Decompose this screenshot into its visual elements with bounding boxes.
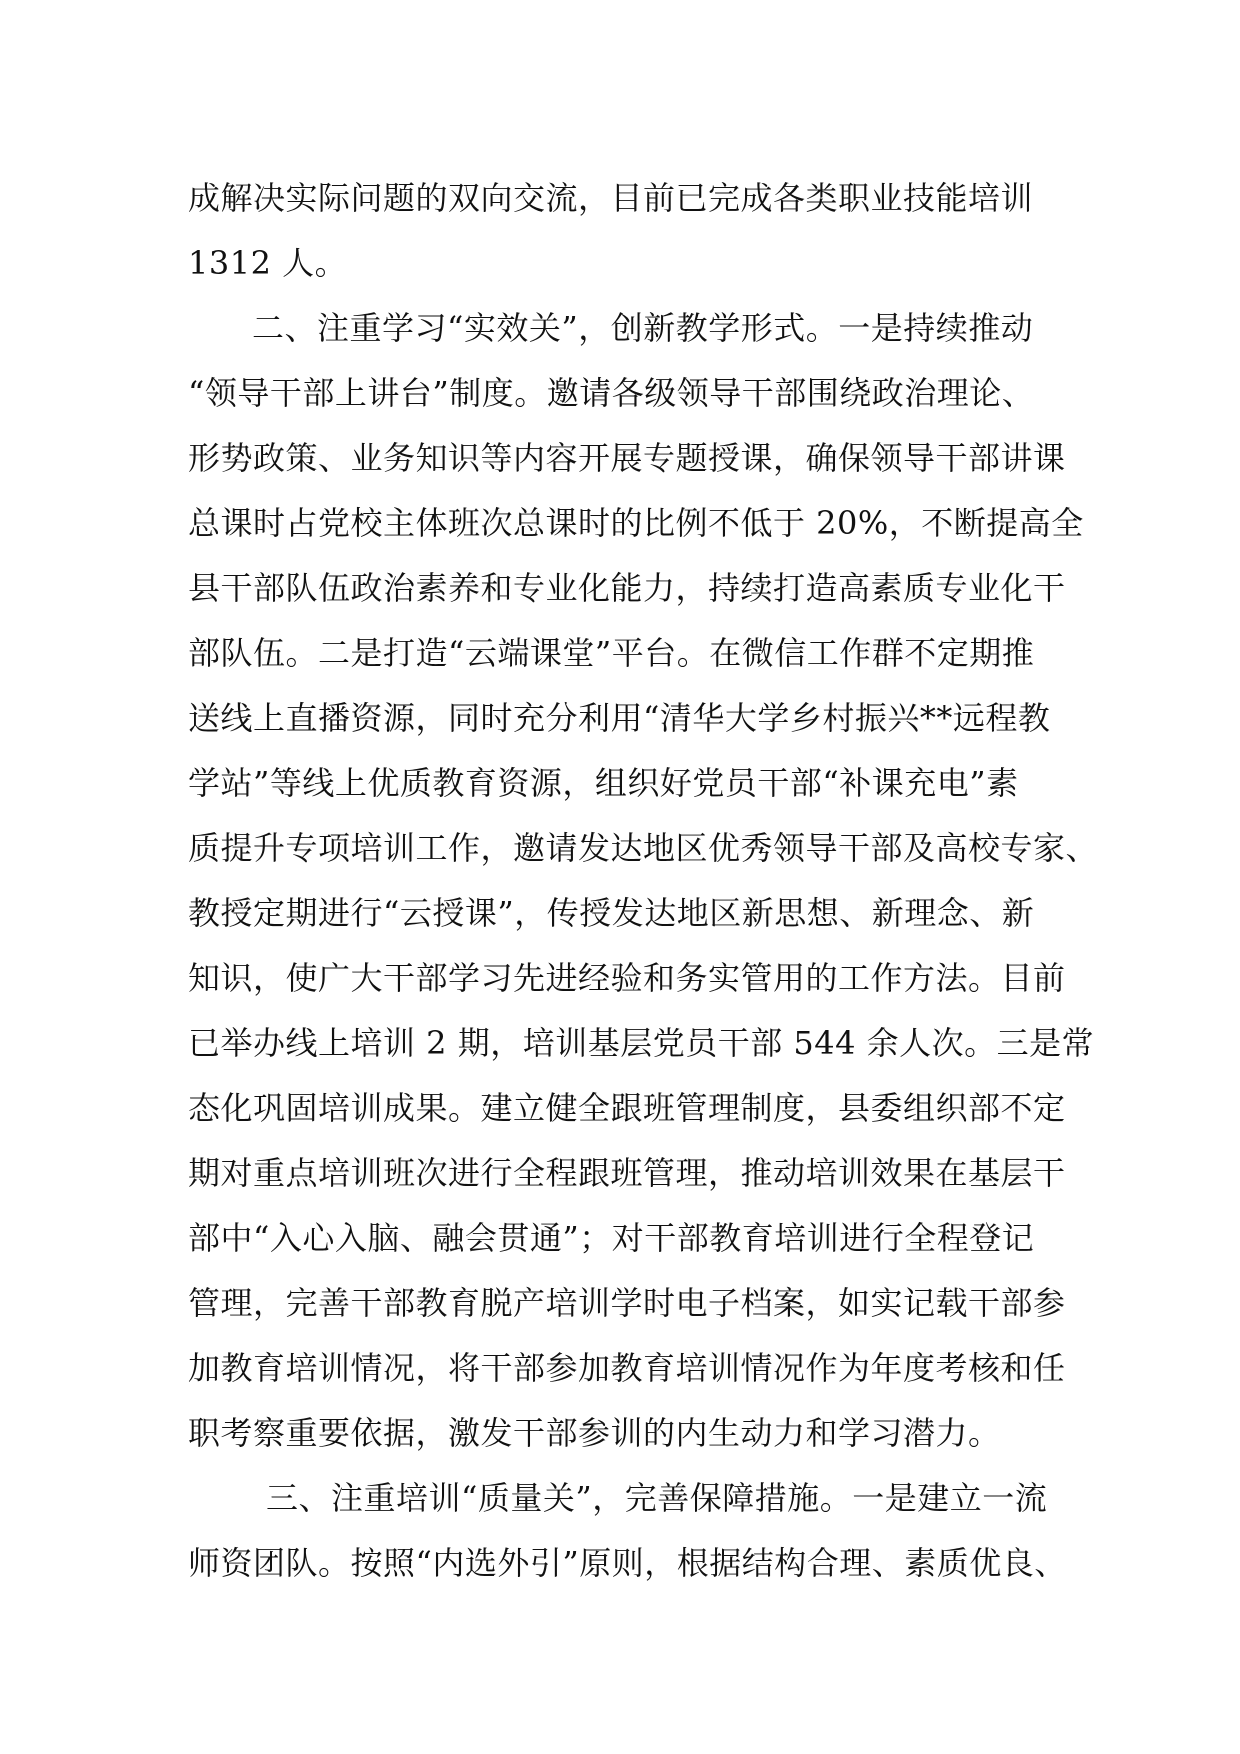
text-line: 成解决实际问题的双向交流，目前已完成各类职业技能培训: [188, 179, 1034, 217]
text-line: 部中“入心入脑、融会贯通”；对干部教育培训进行全程登记: [188, 1219, 1035, 1257]
text-line: 管理，完善干部教育脱产培训学时电子档案，如实记载干部参: [188, 1284, 1066, 1322]
text-line: 期对重点培训班次进行全程跟班管理，推动培训效果在基层干: [188, 1154, 1066, 1192]
text-line: 加教育培训情况，将干部参加教育培训情况作为年度考核和任: [188, 1349, 1066, 1387]
text-line: 送线上直播资源，同时充分利用“清华大学乡村振兴**远程教: [188, 699, 1051, 737]
text-line: 学站”等线上优质教育资源，组织好党员干部“补课充电”素: [188, 764, 1019, 802]
text-line: 知识，使广大干部学习先进经验和务实管用的工作方法。目前: [188, 959, 1066, 997]
text-line: 总课时占党校主体班次总课时的比例不低于 20%，不断提高全: [188, 504, 1084, 542]
body-text: [188, 166, 1099, 1596]
text-line: 态化巩固培训成果。建立健全跟班管理制度，县委组织部不定: [188, 1089, 1066, 1127]
text-line: 三、注重培训“质量关”，完善保障措施。一是建立一流: [266, 1479, 1048, 1517]
text-line: 已举办线上培训 2 期，培训基层党员干部 544 余人次。三是常: [188, 1024, 1095, 1062]
text-line: 部队伍。二是打造“云端课堂”平台。在微信工作群不定期推: [188, 634, 1035, 672]
text-line: 二、注重学习“实效关”，创新教学形式。一是持续推动: [252, 309, 1034, 347]
text-line: “领导干部上讲台”制度。邀请各级领导干部围绕政治理论、: [188, 374, 1035, 412]
text-line: 师资团队。按照“内选外引”原则，根据结构合理、素质优良、: [188, 1544, 1067, 1582]
text-line: 教授定期进行“云授课”，传授发达地区新思想、新理念、新: [188, 894, 1035, 932]
text-line: 质提升专项培训工作，邀请发达地区优秀领导干部及高校专家、: [188, 829, 1099, 867]
text-line: 1312 人。: [188, 244, 348, 282]
text-line: 形势政策、业务知识等内容开展专题授课，确保领导干部讲课: [188, 439, 1066, 477]
text-line: 职考察重要依据，激发干部参训的内生动力和学习潜力。: [188, 1414, 1001, 1452]
text-line: 县干部队伍政治素养和专业化能力，持续打造高素质专业化干: [188, 569, 1066, 607]
